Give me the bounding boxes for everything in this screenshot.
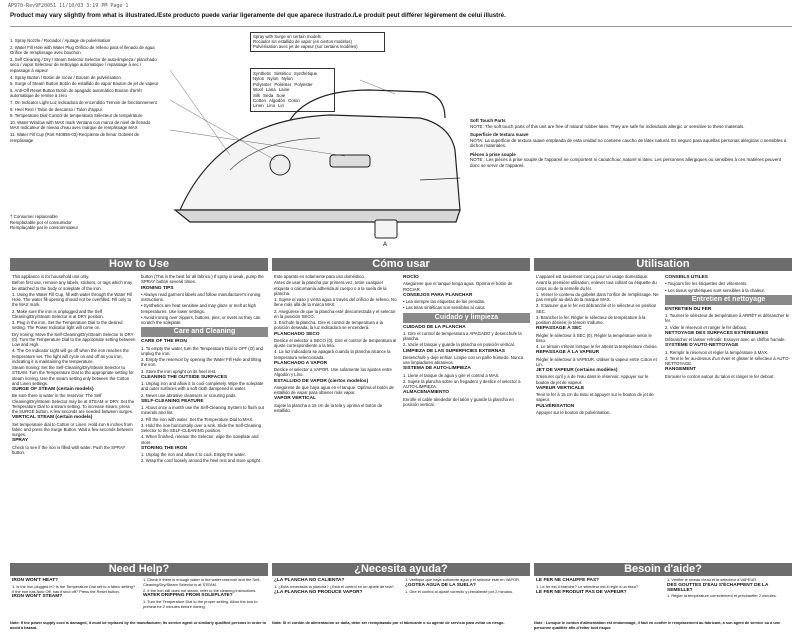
paragraph: 1. Is the iron plugged in? Is the Temperature Dial set to a fabric setting? If the iron has Auto Off, has it shut off? Press the Reset button. (12, 583, 135, 594)
paragraph: 1. Gire el control de temperatura a APAGADO y desenchufe la plancha. (403, 330, 522, 341)
fabric-es: Algodón (268, 98, 286, 104)
paragraph: 2. Empty the reservoir by opening the Water Fill Hole and tilting the iron. (141, 357, 262, 368)
subheading: VERTICAL STEAM (certain models) (12, 415, 93, 421)
warranty-note-fr: Note : Lorsque le cordon d'alimentation est endommagé, il faut en confier le remplacement au fabricant, à son agent de service ou à une personne qualifiée afin d'éviter tout risque. (534, 621, 781, 630)
subheading: CONSEILS UTILES (665, 275, 708, 280)
subheading: WATER DRIPPING FROM SOLEPLATE? (143, 593, 233, 599)
part-item: 11. Water Fill Cup (Part #40855-03) Recipiente de llenar Gobelet de remplissage (10, 131, 139, 143)
paragraph: 4. Le témoin s'éteint lorsque le fer atteint la température choisie. (536, 344, 658, 349)
paragraph: 2. Fill the iron with water. Set the Temperature Dial to MAX. (141, 416, 254, 422)
besoin-banner: Besoin d'aide? (534, 563, 792, 576)
callout-line: Spray with Surge on certain models (253, 34, 321, 39)
paragraph: • Avoid ironing over zippers, buttons, pins, or rivets as they can scratch the soleplate. (141, 314, 261, 325)
subheading: CARE OF THE IRON (141, 339, 187, 345)
paragraph: 4. La luz indicadora se apagará cuando la plancha alcance la temperatura seleccionada. (274, 349, 391, 360)
fabric-es: Nylon (267, 76, 279, 82)
subheading: PLANCHADO A VAPOR (274, 360, 328, 366)
soft-touch-text-fr: NOTE : Les pièces à prise souple de l'appareil ne comportent ni caoutchouc naturel ni latex. Les personnes allergiques ou sensibles à ces matières peuvent donc se servir de l'appareil. (470, 157, 782, 168)
paragraph: Débrancher et laisser refroidir. Essuyer avec un chiffon humide. (665, 337, 786, 342)
fabric-es: Poliéster (274, 81, 292, 87)
paragraph: This appliance is for household use only. (12, 274, 90, 279)
note-line: Remplazable por el consumidor (10, 219, 72, 225)
paragraph: 4. When finished, release the Selector, wipe the soleplate and store. (141, 434, 259, 445)
paragraph: 2. S'assurer que le fer est débranché et le sélecteur en position SEC. (536, 303, 657, 314)
paragraph: L'appareil est seulement conçu pour un usage domestique. (536, 274, 649, 279)
product-diagram (10, 30, 480, 250)
paragraph: 1. Check if there is enough water in the water reservoir and the Self-Cleaning/Dry/Steam Selector is at STEAM. (143, 578, 261, 587)
part-item: 1. Spray Nozzle / Rociador / Ajutage de pulvérisation (10, 38, 111, 43)
fabric-fr: Lin (278, 103, 284, 109)
paragraph: • Always read garment labels and follow manufacturer's ironing instructions. (141, 291, 261, 302)
utilisation-banner: Utilisation (534, 258, 792, 271)
subheading: SISTEMA DE AUTO-LIMPIEZA (403, 366, 471, 372)
french-column-1 (536, 274, 660, 560)
paragraph: • Toujours lire les étiquettes des vêtements. (665, 281, 748, 287)
paragraph: 2. Wrap the cord loosely around the heel rest and store upright. (141, 458, 262, 464)
subheading: CUIDADO DE LA PLANCHA (403, 324, 466, 330)
paragraph: 1. ¿Está conectada la plancha? ¿Está el control en un ajuste de tela? (274, 583, 394, 589)
subheading: VAPOR VERTICAL (274, 396, 317, 402)
necesita-banner: ¿Necesita ayuda? (272, 563, 530, 576)
paragraph: 1. Verser le contenu du gobelet dans l'orifice de remplissage. Ne pas remplir au-delà de la marque MAX. (536, 291, 659, 302)
soft-touch-text: NOTE: The soft touch parts of this unit are free of natural rubber latex. They are safe for individuals allergic or sensitive to these materials. (470, 123, 745, 129)
paragraph: 2. Sujete la plancha sobre un fregadero y deslice el selector a AUTO-LIMPIEZA. (403, 378, 521, 389)
paragraph: Asegúrese que el tanque tenga agua. Oprima el botón de ROCIAR. (403, 281, 513, 292)
paragraph: • Lea siempre las etiquetas de las prendas. (403, 299, 486, 304)
svg-text:A: A (382, 242, 388, 248)
fabric-en: Wool (253, 87, 263, 93)
part-item: 7. On Indicator Light Luz indicadora de encendido Témoin de fonctionnement (10, 99, 157, 105)
paragraph: Régler le sélecteur à SEC (0). Régler la température selon le tissu. (536, 332, 652, 343)
divider (10, 26, 792, 27)
paragraph: 1. Le fer est-il branché? Le sélecteur est-il réglé à un tissu? (536, 583, 639, 589)
iron-illustration (160, 60, 470, 250)
fabric-fr: Laine (278, 87, 290, 93)
paragraph: 1. To empty the water, turn the Temperature Dial to OFF (O) and unplug the iron. (141, 345, 263, 356)
soft-touch-heading-es: Superficie de textura suave (470, 132, 529, 137)
paragraph: 1. Régler la température correctement et préchauffer 2 minutes. (667, 593, 777, 599)
part-item: 9. Temperature Dial Control de temperatura Sélecteur de température (10, 113, 143, 119)
subheading: LE FER NE PRODUIT PAS DE VAPEUR? (536, 589, 627, 595)
fabric-en: Cotton (253, 98, 266, 104)
entretien-banner: Entretien et nettoyage (665, 295, 792, 305)
subheading: REPASSAGE À LA VAPEUR (536, 350, 600, 356)
paragraph: 2. Asegúrese de que la plancha esté desconectada y el selector en la posición SECO. (274, 308, 396, 319)
parts-list (10, 38, 160, 144)
subheading: IRON WON'T HEAT? (12, 578, 59, 583)
paragraph: Enrouler le cordon autour du talon et ranger le fer debout. (665, 373, 775, 379)
subheading: LIMPIEZA DE LAS SUPERFICIES EXTERNAS (403, 348, 505, 354)
part-item: 6. Anti-Off Reset Button Botón de apagado automático Bouton d'arrêt automatique de remise à zéro (10, 87, 142, 99)
paragraph: Sujete la plancha a 15 cm de la tela y oprima el botón de estallido. (274, 402, 383, 413)
part-item: 10. Water Window with MAX mark Ventana con marca de nivel de llenado MAX Indicateur de niveau d'eau avec marque de remplissage MAX (10, 119, 151, 131)
fabric-es: Seda (263, 92, 274, 98)
french-column-2 (665, 274, 792, 560)
subheading: PLANCHADO SECO (274, 331, 320, 337)
paragraph: button (This is the best for all fabrics.) If spray is weak, pump the SPRAY button several times. (141, 274, 264, 285)
paragraph: 1. Tourner le sélecteur de température à ARRÊT et débrancher le fer. (665, 313, 790, 324)
fabric-fr: Coton (288, 98, 300, 104)
need-help-banner: Need Help? (10, 563, 268, 576)
warranty-note-es: Nota: Si el cordón de alimentación se daña, debe ser reemplazado por el fabricante o su agente de servicio para evitar un riesgo. (272, 621, 505, 625)
subheading: ROCÍO (403, 275, 419, 280)
paragraph: Set temperature dial to Cotton or Linen. Hold iron 6 inches from fabric and press the Surge Button. Wait a few seconds between surges. (12, 421, 133, 437)
fabric-en: Synthetic (253, 71, 272, 76)
fabric-en: Silk (253, 92, 261, 98)
fabric-es: Sintético (274, 71, 291, 76)
como-usar-banner: Cómo usar (272, 258, 530, 271)
print-header: AP970-Rev9F20051 11/10/03 3:19 PM Page 1 (8, 3, 129, 9)
paragraph: 2. Tenir le fer au-dessus d'un évier et glisser le sélecteur à AUTO-NETTOYAGE. (665, 355, 790, 366)
subheading: ESTALLIDO DE VAPOR (ciertos modelos) (274, 378, 369, 384)
paragraph: 3. Store the iron upright on its heel rest. (141, 368, 217, 374)
paragraph: 1. Unplug the iron and allow it to cool. Empty the water. (141, 452, 246, 457)
paragraph: Be sure there is water in the reservoir. The Self Cleaning/Dry/Steam Selector may be at STEAM or DRY. Set the Temperature Dial to a steam setting. To increase steam, press the SURGE button. A few seconds are needed between surges. (12, 393, 135, 414)
illustration-note: Product may vary slightly from what is illustrated./Este producto puede variar ligeramente del que aparece ilustrado./Le produit peut différer légèrement de celui illustré. (10, 12, 506, 19)
paragraph: Régler le sélecteur à VAPEUR. Utiliser la vapeur entre Coton et Lin. (536, 356, 657, 367)
soft-touch-heading-fr: Pièces à prise souple (470, 151, 516, 157)
subheading: ¿LA PLANCHA NO PRODUCE VAPOR? (274, 589, 363, 595)
how-to-use-banner: How to Use (10, 258, 268, 271)
soft-touch-section (470, 118, 790, 168)
subheading: CONSEJOS PARA PLANCHAR (403, 292, 473, 298)
part-item: 3. Self Cleaning / Dry / Steam Selector Selector de auto-limpieza / planchado seco / vapor Sélecteur de nettoyage automatique / repassage à sec / repassage à vapeur (10, 56, 157, 73)
paragraph: 1. Llene el tanque de agua y gire el control a MAX. (403, 372, 500, 378)
subheading: IRONING TIPS (141, 285, 174, 291)
paragraph: 3. Brancher le fer. Régler le sélecteur de température à la position désirée; le témoin s'allume. (536, 314, 646, 325)
paragraph: 2. If the iron still does not steam, refer to the cleaning instructions. (143, 587, 257, 593)
paragraph: Avant la première utilisation, enlever tout collant ou étiquette du corps ou de la semelle du fer. (536, 280, 657, 291)
english-column-2 (141, 274, 268, 560)
subheading: SURGE OF STEAM (certain models) (12, 387, 94, 392)
subheading: RANGEMENT (665, 367, 696, 373)
subheading: JET DE VAPEUR (certains modèles) (536, 368, 618, 373)
paragraph: Enrolle el cable alrededor del talón y guarde la plancha en posición vertical. (403, 396, 514, 407)
paragraph: 1. Using the Water Fill Cup, fill with water through the Water Fill Hole. The water fill opening should not be overfilled. Fill only to the MAX mark. (12, 291, 133, 308)
paragraph: 1. Vérifier le niveau d'eau et le sélecteur à VAPEUR. (667, 578, 758, 582)
english-column-1 (12, 274, 136, 560)
warranty-note-en: Note: If the power supply cord is damaged, it must be replaced by the manufacturer, its service agent or similarly qualified persons in order to avoid a hazard. (10, 621, 267, 630)
need-help-text (12, 578, 268, 620)
paragraph: Tenir le fer à 15 cm du tissu et appuyer sur le bouton de jet de vapeur. (536, 392, 654, 403)
paragraph: • Synthetics are heat sensitive and may glaze or melt at high temperatures. Use lower settings. (141, 303, 256, 314)
paragraph: 1. Verifique que haya suficiente agua y el selector esté en VAPOR. (405, 578, 520, 582)
soft-touch-heading: Soft Touch Parts (470, 118, 506, 123)
part-item: 4. Spray Button / Botón de rociar / Bouton de pulvérisation (10, 74, 121, 80)
subheading: PULVÉRISATION (536, 403, 575, 409)
paragraph: 4. The On Indicator Light will go off when the iron reaches the temperature set. The light will cycle on and off as you iron, indicating it is maintaining the temperature. (12, 348, 129, 364)
paragraph: Este aparato es solamente para uso doméstico. (274, 274, 366, 279)
paragraph: 1. Turn the Temperature Dial to the proper setting. Allow the iron to preheat for 2 minutes before ironing. (143, 599, 258, 609)
subheading: CLEANING THE OUTSIDE SURFACES (141, 374, 228, 380)
spanish-column-2 (403, 274, 530, 560)
fabric-en: Polyester (253, 81, 272, 87)
subheading: LE FER NE CHAUFFE PAS? (536, 578, 600, 583)
subheading: STORING THE IRON (141, 445, 188, 451)
paragraph: Dry Ironing: Move the Self-Cleaning/Dry/Steam Selector to DRY (0). Turn the Temperature Dial to the appropriate setting between Low and High. (12, 331, 136, 347)
subheading: REPASSAGE À SEC (536, 326, 582, 332)
paragraph: 2. Vider le réservoir et ranger le fer debout. (665, 324, 747, 330)
paragraph: 3. Enchufe la plancha. Gire el control de temperatura a la posición deseada; la luz indicadora se encenderá. (274, 320, 383, 331)
note-line: † Consumer replaceable (10, 214, 58, 219)
paragraph: Check to see if the iron is filled with water. Push the SPRAY button. (12, 444, 126, 455)
callout-line: Pulvérisation avec jet de vapeur (sur certains modèles) (253, 44, 358, 50)
fabric-es: Lana (265, 87, 276, 93)
subheading: VAPEUR VERTICALE (536, 385, 585, 391)
paragraph: Steam Ironing: Set the Self-Cleaning/Dry/Steam Selector to STEAM. Turn the Temperature Dial to the appropriate setting for steam ironing. Use the steam setting only between the Cotton and Linen settings. (12, 365, 134, 386)
fabric-fr: Nylon (281, 76, 293, 82)
part-item: 2. Water Fill Hole with Water Plug Orificio de relleno para el llenado de agua Orifice de remplissage avec bouchon (10, 44, 155, 56)
note-line: Remplaçable par le consommateur (10, 225, 79, 230)
subheading: ALMACENAMIENTO (403, 390, 450, 396)
paragraph: Deslice el selector a SECO (0). Gire el control de temperatura al ajuste correspondiente a la tela. (274, 337, 397, 348)
subheading: IRON WON'T STEAM? (12, 594, 63, 600)
fabric-es: Lino (266, 103, 276, 109)
paragraph: 2. Vacíe el tanque y guarde la plancha en posición vertical. (403, 342, 515, 348)
subheading: NETTOYAGE DES SURFACES EXTÉRIEURES (665, 330, 769, 336)
soft-touch-text-es: NOTA: La superficie de textura suave empleada de esta unidad no contiene caucho de látex natural. Es seguro para aquellas personas alérgicas o sensibles a dichos materiales. (470, 137, 787, 148)
spanish-column-1 (274, 274, 398, 560)
paragraph: 1. Gire el control al ajuste correcto y precaliente por 2 minutos. (405, 588, 514, 594)
subheading: ¿LA PLANCHA NO CALIENTA? (274, 578, 345, 583)
subheading: DES GOUTTES D'EAU S'ÉCHAPPENT DE LA SEMELLE? (667, 582, 769, 593)
besoin-text (536, 578, 792, 620)
subheading: SYSTÈME D'AUTO-NETTOYAGE (665, 343, 739, 349)
paragraph: 1. Sujete el vaso y vierta agua a través del orificio de relleno. No llene más allá de la marca MAX. (274, 297, 397, 308)
paragraph: 1. About once a month use the Self-Cleaning System to flush out minerals and lint. (141, 405, 265, 416)
paragraph: 1. Remplir le réservoir et régler la température à MAX. (665, 349, 769, 355)
care-banner: Care and Cleaning (141, 327, 268, 337)
fabric-en: Linen (253, 103, 264, 109)
paragraph: Appuyer sur le bouton de pulvérisation. (536, 409, 611, 415)
paragraph: Desenchufe y deje enfriar. Limpie con un paño húmedo. Nunca use limpiadores abrasivos. (403, 354, 524, 365)
fabric-en: Nylon (253, 76, 265, 82)
paragraph: • Les tissus synthétiques sont sensibles à la chaleur. (665, 287, 765, 293)
paragraph: S'assurer qu'il y a de l'eau dans le réservoir. Appuyer sur le bouton de jet de vapeur. (536, 374, 649, 385)
paragraph: Before first use, remove any labels, stickers, or tags which may be attached to the body or soleplate of the iron. (12, 280, 133, 291)
paragraph: 2. Make sure the iron is unplugged and the Self Cleaning/Dry/Steam Selector is at DRY position. (12, 308, 104, 319)
subheading: ¿GOTEA AGUA DE LA SUELA? (405, 582, 476, 588)
paragraph: • Las telas sintéticas son sensibles al calor. (403, 305, 486, 311)
consumer-replaceable-note (10, 214, 78, 231)
callout-line: Rociador sin estallido de vapor (en ciertos modelos) (253, 39, 352, 45)
part-item: 5. Surge of Steam Button Botón de estallido de vapor Bouton de jet de vapeur (10, 81, 159, 87)
necesita-text (274, 578, 530, 620)
fabric-fr: Synthétique (293, 71, 318, 76)
fabric-fr: Soie (276, 92, 286, 98)
paragraph: Antes de usar la plancha por primera vez, retire cualquier etiqueta o calcomanía adherida al cuerpo o a la suela de la plancha. (274, 280, 387, 296)
cuidado-banner: Cuidado y limpieza (403, 313, 530, 323)
fabric-fr: Polyester (294, 81, 313, 87)
paragraph: 2. Never use abrasive cleansers or scouring pads. (141, 392, 237, 398)
paragraph: 1. Unplug iron and allow it to cool completely. Wipe the soleplate and outer surfaces with a soft cloth dampened in water. (141, 381, 264, 392)
paragraph: 3. Plug in the iron. Set the Temperature Dial to the desired setting. The Power Indicator light will come on. (12, 320, 123, 331)
subheading: ENTRETIEN DU FER (665, 306, 712, 312)
paragraph: Deslice el selector a VAPOR. Use solamente los ajustes entre Algodón y Lino. (274, 367, 392, 378)
subheading: SELF-CLEANING FEATURE (141, 398, 204, 404)
spray-callout (250, 32, 385, 52)
paragraph: 3. Hold the iron horizontally over a sink. Slide the Self-Cleaning Selector to the SELF-CLEANING position. (141, 422, 262, 433)
subheading: SPRAY (12, 438, 29, 444)
paragraph: Asegúrese de que haya agua en el tanque. Oprima el botón de estallido de vapor para obtener más vapor. (274, 384, 394, 395)
part-item: 8. Heel Rest / Talón de descanso / Talon d'appui (10, 106, 102, 112)
